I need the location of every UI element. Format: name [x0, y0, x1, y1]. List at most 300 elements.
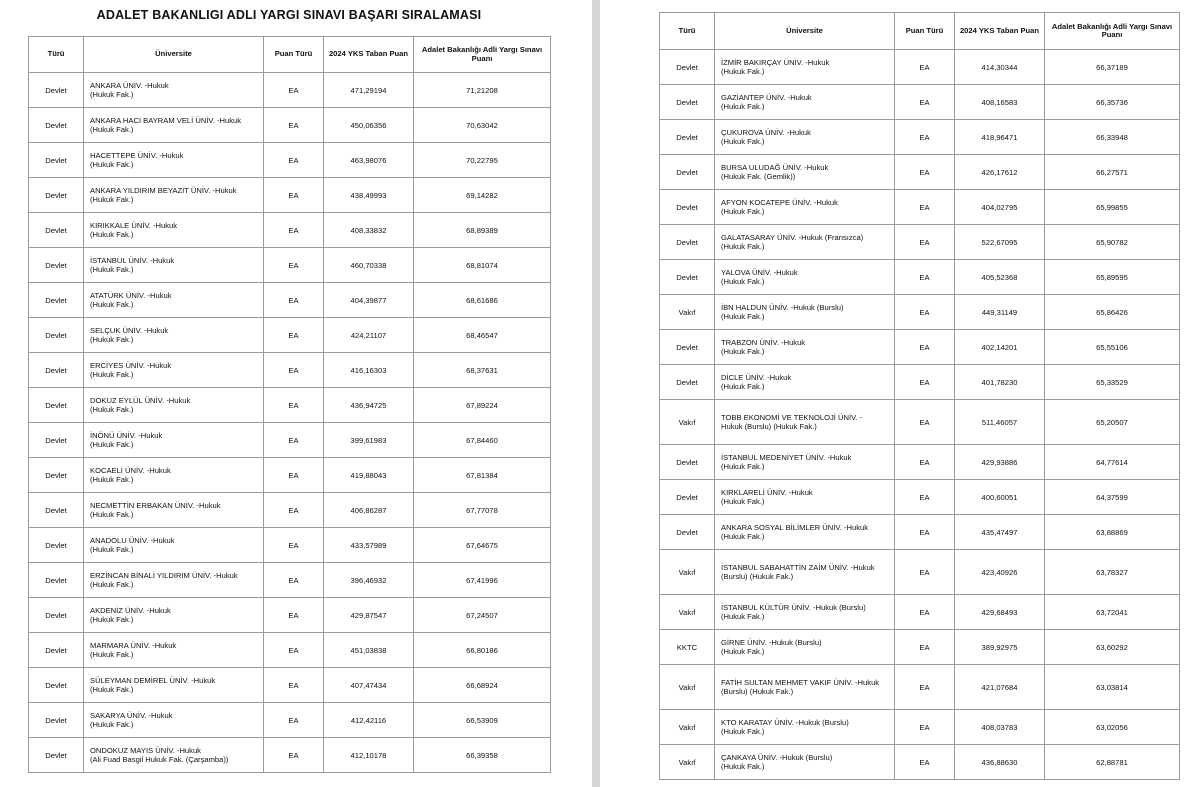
cell-university	[84, 563, 264, 598]
cell-score-type: EA	[895, 295, 955, 330]
cell-score-type: EA	[895, 745, 955, 780]
header-yks-score: 2024 YKS Taban Puan	[324, 37, 414, 73]
cell-university	[84, 213, 264, 248]
cell-university	[715, 260, 895, 295]
cell-score-type: EA	[264, 703, 324, 738]
cell-university	[715, 330, 895, 365]
cell-ays-score: 66,37189	[1045, 50, 1180, 85]
cell-university	[715, 400, 895, 445]
table-row	[29, 73, 551, 108]
faculty-name: (Hukuk Fak.)	[90, 440, 134, 449]
faculty-name: (Hukuk Fak. (Gemlik))	[721, 172, 796, 181]
cell-university	[715, 120, 895, 155]
university-name: İZMİR BAKIRÇAY ÜNİV. -Hukuk	[721, 57, 830, 67]
table-row	[29, 213, 551, 248]
cell-ays-score: 66,39358	[414, 738, 551, 773]
cell-type: Vakıf	[660, 400, 715, 445]
cell-type: Devlet	[660, 515, 715, 550]
faculty-name: (Hukuk Fak.)	[90, 335, 134, 344]
cell-ays-score: 64,77614	[1045, 445, 1180, 480]
faculty-name: (Hukuk Fak.)	[90, 685, 134, 694]
cell-type: Devlet	[29, 108, 84, 143]
table-row	[29, 353, 551, 388]
cell-ays-score: 66,35736	[1045, 85, 1180, 120]
cell-ays-score: 65,55106	[1045, 330, 1180, 365]
table-row	[29, 598, 551, 633]
cell-score-type: EA	[264, 283, 324, 318]
cell-type: Devlet	[660, 365, 715, 400]
cell-type: KKTC	[660, 630, 715, 665]
cell-score-type: EA	[264, 423, 324, 458]
university-name: İSTANBUL ÜNİV. -Hukuk	[90, 255, 175, 265]
table-row	[660, 295, 1180, 330]
university-name: SÜLEYMAN DEMİREL ÜNİV. -Hukuk	[90, 675, 216, 685]
cell-yks-score: 435,47497	[955, 515, 1045, 550]
university-name: ONDOKUZ MAYIS ÜNİV. -Hukuk	[90, 745, 201, 755]
cell-ays-score: 68,89389	[414, 213, 551, 248]
cell-ays-score: 67,41996	[414, 563, 551, 598]
cell-yks-score: 399,61983	[324, 423, 414, 458]
faculty-name: (Hukuk Fak.)	[90, 370, 134, 379]
university-name: ANKARA SOSYAL BİLİMLER ÜNİV. -Hukuk	[721, 522, 869, 532]
cell-university	[715, 295, 895, 330]
table-row	[29, 318, 551, 353]
table-row	[29, 493, 551, 528]
cell-yks-score: 418,96471	[955, 120, 1045, 155]
cell-ays-score: 67,84460	[414, 423, 551, 458]
cell-score-type: EA	[895, 155, 955, 190]
university-name: KTO KARATAY ÜNİV. -Hukuk (Burslu)	[721, 717, 849, 727]
cell-type: Devlet	[29, 178, 84, 213]
cell-score-type: EA	[895, 365, 955, 400]
cell-type: Devlet	[660, 50, 715, 85]
table-row	[29, 143, 551, 178]
table-row	[660, 710, 1180, 745]
document-page-right	[600, 0, 1200, 787]
cell-university	[715, 745, 895, 780]
table-row	[29, 703, 551, 738]
cell-university	[715, 85, 895, 120]
cell-yks-score: 522,67095	[955, 225, 1045, 260]
header-score-type: Puan Türü	[895, 13, 955, 50]
cell-university	[84, 283, 264, 318]
cell-yks-score: 460,70338	[324, 248, 414, 283]
table-row	[660, 330, 1180, 365]
table-body-left	[29, 73, 551, 773]
cell-university	[84, 633, 264, 668]
cell-yks-score: 433,57989	[324, 528, 414, 563]
cell-yks-score: 405,52368	[955, 260, 1045, 295]
table-header-row	[29, 37, 551, 73]
cell-university	[84, 528, 264, 563]
table-row	[660, 445, 1180, 480]
cell-ays-score: 66,68924	[414, 668, 551, 703]
cell-university	[715, 515, 895, 550]
cell-score-type: EA	[264, 458, 324, 493]
cell-type: Vakıf	[660, 595, 715, 630]
cell-ays-score: 63,72041	[1045, 595, 1180, 630]
university-name: KIRKLARELİ ÜNİV. -Hukuk	[721, 487, 813, 497]
cell-score-type: EA	[895, 445, 955, 480]
header-ays-score: Adalet Bakanlığı Adli Yargı Sınavı Puanı	[1045, 13, 1180, 50]
cell-yks-score: 401,78230	[955, 365, 1045, 400]
table-row	[660, 190, 1180, 225]
cell-ays-score: 64,37599	[1045, 480, 1180, 515]
table-header-row	[660, 13, 1180, 50]
cell-university	[84, 248, 264, 283]
cell-yks-score: 419,88043	[324, 458, 414, 493]
table-row	[29, 738, 551, 773]
cell-yks-score: 436,88630	[955, 745, 1045, 780]
cell-university	[84, 423, 264, 458]
cell-score-type: EA	[895, 225, 955, 260]
cell-type: Devlet	[660, 225, 715, 260]
table-row	[29, 248, 551, 283]
table-row	[29, 178, 551, 213]
university-name: ERZİNCAN BİNALİ YILDIRIM ÜNİV. -Hukuk	[90, 570, 238, 580]
table-row	[29, 668, 551, 703]
cell-yks-score: 451,03838	[324, 633, 414, 668]
cell-university	[715, 225, 895, 260]
cell-score-type: EA	[264, 633, 324, 668]
header-university: Üniversite	[84, 37, 264, 73]
document-title: ADALET BAKANLIGI ADLI YARGI SINAVI BAŞARI SIRALAMASI	[96, 8, 482, 22]
university-name: TOBB EKONOMİ VE TEKNOLOJİ ÜNİV. -	[721, 412, 863, 422]
cell-ays-score: 68,46547	[414, 318, 551, 353]
university-name: GALATASARAY ÜNİV. -Hukuk (Fransızca)	[721, 232, 864, 242]
faculty-name: (Hukuk Fak.)	[721, 312, 765, 321]
cell-yks-score: 412,42116	[324, 703, 414, 738]
cell-ays-score: 67,81384	[414, 458, 551, 493]
cell-score-type: EA	[264, 178, 324, 213]
document-page-left	[0, 0, 592, 787]
cell-university	[715, 365, 895, 400]
cell-ays-score: 62,88781	[1045, 745, 1180, 780]
faculty-name: (Hukuk Fak.)	[721, 532, 765, 541]
table-row	[660, 745, 1180, 780]
faculty-name: (Hukuk Fak.)	[721, 67, 765, 76]
table-row	[660, 480, 1180, 515]
table-row	[29, 108, 551, 143]
cell-yks-score: 449,31149	[955, 295, 1045, 330]
cell-yks-score: 414,30344	[955, 50, 1045, 85]
university-name: SAKARYA ÜNİV. -Hukuk	[90, 710, 173, 720]
cell-type: Devlet	[29, 703, 84, 738]
table-body-right	[660, 50, 1180, 780]
ranking-table-right	[659, 12, 1180, 780]
faculty-name: (Hukuk Fak.)	[721, 497, 765, 506]
faculty-name: (Hukuk Fak.)	[90, 650, 134, 659]
faculty-name: (Hukuk Fak.)	[90, 615, 134, 624]
cell-yks-score: 450,06356	[324, 108, 414, 143]
cell-score-type: EA	[264, 388, 324, 423]
cell-ays-score: 67,77078	[414, 493, 551, 528]
cell-score-type: EA	[895, 190, 955, 225]
cell-type: Devlet	[29, 423, 84, 458]
cell-university	[715, 550, 895, 595]
cell-score-type: EA	[895, 630, 955, 665]
cell-ays-score: 67,64675	[414, 528, 551, 563]
cell-score-type: EA	[264, 493, 324, 528]
university-name: MARMARA ÜNİV. -Hukuk	[90, 640, 177, 650]
faculty-name: Hukuk (Burslu) (Hukuk Fak.)	[721, 422, 817, 431]
cell-type: Devlet	[29, 388, 84, 423]
university-name: İSTANBUL MEDENİYET ÜNİV. -Hukuk	[721, 452, 852, 462]
faculty-name: (Hukuk Fak.)	[90, 160, 134, 169]
cell-university	[84, 318, 264, 353]
cell-yks-score: 426,17612	[955, 155, 1045, 190]
cell-ays-score: 66,33948	[1045, 120, 1180, 155]
faculty-name: (Hukuk Fak.)	[721, 102, 765, 111]
university-name: ERCİYES ÜNİV. -Hukuk	[90, 360, 172, 370]
cell-ays-score: 65,99855	[1045, 190, 1180, 225]
university-name: NECMETTİN ERBAKAN ÜNİV. -Hukuk	[90, 500, 221, 510]
university-name: ANADOLU ÜNİV. -Hukuk	[90, 535, 175, 545]
cell-type: Devlet	[29, 633, 84, 668]
faculty-name: (Hukuk Fak.)	[721, 462, 765, 471]
cell-university	[715, 445, 895, 480]
cell-yks-score: 404,02795	[955, 190, 1045, 225]
cell-type: Devlet	[660, 330, 715, 365]
cell-yks-score: 400,60051	[955, 480, 1045, 515]
cell-score-type: EA	[895, 550, 955, 595]
cell-score-type: EA	[895, 260, 955, 295]
cell-ays-score: 65,86426	[1045, 295, 1180, 330]
cell-score-type: EA	[895, 50, 955, 85]
cell-score-type: EA	[264, 213, 324, 248]
cell-yks-score: 463,98076	[324, 143, 414, 178]
cell-score-type: EA	[264, 108, 324, 143]
cell-university	[84, 108, 264, 143]
university-name: ATATÜRK ÜNİV. -Hukuk	[90, 290, 172, 300]
cell-yks-score: 438,49993	[324, 178, 414, 213]
cell-yks-score: 406,86287	[324, 493, 414, 528]
faculty-name: (Hukuk Fak.)	[90, 90, 134, 99]
cell-university	[84, 703, 264, 738]
faculty-name: (Hukuk Fak.)	[90, 230, 134, 239]
cell-score-type: EA	[895, 480, 955, 515]
table-row	[29, 633, 551, 668]
cell-yks-score: 402,14201	[955, 330, 1045, 365]
university-name: ÇUKUROVA ÜNİV. -Hukuk	[721, 127, 811, 137]
faculty-name: (Hukuk Fak.)	[90, 720, 134, 729]
cell-type: Devlet	[660, 190, 715, 225]
faculty-name: (Hukuk Fak.)	[721, 242, 765, 251]
cell-type: Devlet	[660, 155, 715, 190]
cell-score-type: EA	[895, 120, 955, 155]
cell-yks-score: 404,39877	[324, 283, 414, 318]
cell-university	[84, 738, 264, 773]
table-row	[660, 155, 1180, 190]
cell-type: Devlet	[29, 318, 84, 353]
faculty-name: (Hukuk Fak.)	[90, 195, 134, 204]
cell-score-type: EA	[895, 595, 955, 630]
faculty-name: (Hukuk Fak.)	[721, 137, 765, 146]
cell-type: Devlet	[29, 213, 84, 248]
cell-yks-score: 436,94725	[324, 388, 414, 423]
cell-type: Devlet	[660, 85, 715, 120]
cell-ays-score: 66,80186	[414, 633, 551, 668]
cell-yks-score: 408,33832	[324, 213, 414, 248]
table-row	[29, 283, 551, 318]
header-yks-score: 2024 YKS Taban Puan	[955, 13, 1045, 50]
faculty-name: (Hukuk Fak.)	[721, 762, 765, 771]
page-gutter	[592, 0, 600, 787]
cell-type: Devlet	[29, 353, 84, 388]
university-name: FATİH SULTAN MEHMET VAKIF ÜNİV. -Hukuk	[721, 677, 880, 687]
cell-score-type: EA	[895, 710, 955, 745]
table-row	[660, 400, 1180, 445]
cell-type: Devlet	[29, 458, 84, 493]
cell-ays-score: 66,27571	[1045, 155, 1180, 190]
cell-ays-score: 63,78327	[1045, 550, 1180, 595]
cell-ays-score: 71,21208	[414, 73, 551, 108]
cell-yks-score: 429,87547	[324, 598, 414, 633]
cell-ays-score: 67,89224	[414, 388, 551, 423]
cell-type: Devlet	[29, 143, 84, 178]
cell-type: Vakıf	[660, 550, 715, 595]
cell-type: Devlet	[29, 563, 84, 598]
table-row	[660, 365, 1180, 400]
cell-university	[715, 710, 895, 745]
faculty-name: (Hukuk Fak.)	[90, 405, 134, 414]
table-row	[660, 515, 1180, 550]
table-row	[660, 550, 1180, 595]
faculty-name: (Burslu) (Hukuk Fak.)	[721, 687, 794, 696]
cell-score-type: EA	[264, 353, 324, 388]
cell-yks-score: 408,16583	[955, 85, 1045, 120]
university-name: YALOVA ÜNİV. -Hukuk	[721, 267, 798, 277]
cell-yks-score: 396,46932	[324, 563, 414, 598]
cell-ays-score: 63,88869	[1045, 515, 1180, 550]
cell-ays-score: 63,03814	[1045, 665, 1180, 710]
cell-type: Vakıf	[660, 665, 715, 710]
cell-university	[84, 178, 264, 213]
university-name: İBN HALDUN ÜNİV. -Hukuk (Burslu)	[721, 302, 844, 312]
cell-yks-score: 429,93886	[955, 445, 1045, 480]
cell-ays-score: 66,53909	[414, 703, 551, 738]
table-row	[660, 225, 1180, 260]
cell-type: Devlet	[29, 73, 84, 108]
cell-score-type: EA	[264, 248, 324, 283]
header-ays-score: Adalet Bakanlığı Adli Yargı Sınavı Puanı	[414, 37, 551, 73]
cell-score-type: EA	[895, 330, 955, 365]
faculty-name: (Hukuk Fak.)	[90, 125, 134, 134]
table-row	[660, 85, 1180, 120]
faculty-name: (Hukuk Fak.)	[90, 545, 134, 554]
header-university: Üniversite	[715, 13, 895, 50]
university-name: ANKARA ÜNİV. -Hukuk	[90, 80, 169, 90]
cell-ays-score: 63,60292	[1045, 630, 1180, 665]
cell-university	[84, 143, 264, 178]
faculty-name: (Hukuk Fak.)	[721, 207, 765, 216]
faculty-name: (Hukuk Fak.)	[90, 265, 134, 274]
faculty-name: (Hukuk Fak.)	[90, 510, 134, 519]
cell-score-type: EA	[895, 400, 955, 445]
cell-yks-score: 412,10178	[324, 738, 414, 773]
cell-ays-score: 65,90782	[1045, 225, 1180, 260]
cell-ays-score: 63,02056	[1045, 710, 1180, 745]
cell-ays-score: 70,63042	[414, 108, 551, 143]
cell-type: Vakıf	[660, 710, 715, 745]
university-name: AKDENİZ ÜNİV. -Hukuk	[90, 605, 171, 615]
cell-type: Devlet	[29, 668, 84, 703]
cell-score-type: EA	[895, 665, 955, 710]
university-name: ANKARA YILDIRIM BEYAZIT ÜNİV. -Hukuk	[90, 185, 237, 195]
cell-ays-score: 65,89595	[1045, 260, 1180, 295]
cell-university	[84, 493, 264, 528]
cell-type: Vakıf	[660, 295, 715, 330]
university-name: KOCAELİ ÜNİV. -Hukuk	[90, 465, 171, 475]
cell-university	[84, 388, 264, 423]
faculty-name: (Hukuk Fak.)	[721, 277, 765, 286]
faculty-name: (Hukuk Fak.)	[721, 612, 765, 621]
faculty-name: (Hukuk Fak.)	[721, 647, 765, 656]
cell-type: Vakıf	[660, 745, 715, 780]
cell-yks-score: 408,03783	[955, 710, 1045, 745]
cell-score-type: EA	[264, 563, 324, 598]
university-name: GİRNE ÜNİV. -Hukuk (Burslu)	[721, 637, 822, 647]
cell-type: Devlet	[29, 283, 84, 318]
cell-yks-score: 424,21107	[324, 318, 414, 353]
cell-university	[715, 480, 895, 515]
cell-yks-score: 511,46057	[955, 400, 1045, 445]
faculty-name: (Hukuk Fak.)	[90, 475, 134, 484]
table-row	[660, 50, 1180, 85]
university-name: DOKUZ EYLÜL ÜNİV. -Hukuk	[90, 395, 191, 405]
header-type: Türü	[29, 37, 84, 73]
faculty-name: (Ali Fuad Basgil Hukuk Fak. (Çarşamba))	[90, 755, 229, 764]
university-name: DİCLE ÜNİV. -Hukuk	[721, 372, 792, 382]
university-name: ÇANKAYA ÜNİV. -Hukuk (Burslu)	[721, 752, 833, 762]
university-name: ANKARA HACI BAYRAM VELİ ÜNİV. -Hukuk	[90, 115, 242, 125]
cell-university	[84, 73, 264, 108]
cell-ays-score: 70,22795	[414, 143, 551, 178]
university-name: İSTANBUL SABAHATTİN ZAİM ÜNİV. -Hukuk	[721, 562, 875, 572]
university-name: HACETTEPE ÜNİV. -Hukuk	[90, 150, 184, 160]
cell-yks-score: 389,92975	[955, 630, 1045, 665]
table-row	[29, 388, 551, 423]
cell-type: Devlet	[29, 598, 84, 633]
table-row	[29, 458, 551, 493]
university-name: SELÇUK ÜNİV. -Hukuk	[90, 325, 169, 335]
cell-yks-score: 429,68493	[955, 595, 1045, 630]
faculty-name: (Hukuk Fak.)	[721, 727, 765, 736]
cell-score-type: EA	[895, 515, 955, 550]
cell-yks-score: 416,16303	[324, 353, 414, 388]
cell-university	[715, 155, 895, 190]
cell-ays-score: 67,24507	[414, 598, 551, 633]
cell-university	[715, 50, 895, 85]
cell-university	[715, 630, 895, 665]
university-name: GAZİANTEP ÜNİV. -Hukuk	[721, 92, 812, 102]
cell-type: Devlet	[29, 528, 84, 563]
cell-score-type: EA	[264, 528, 324, 563]
cell-score-type: EA	[264, 143, 324, 178]
cell-score-type: EA	[264, 598, 324, 633]
cell-type: Devlet	[660, 480, 715, 515]
cell-yks-score: 471,29194	[324, 73, 414, 108]
cell-type: Devlet	[29, 248, 84, 283]
table-row	[29, 528, 551, 563]
cell-ays-score: 68,61686	[414, 283, 551, 318]
cell-type: Devlet	[660, 120, 715, 155]
cell-university	[84, 598, 264, 633]
cell-ays-score: 69,14282	[414, 178, 551, 213]
cell-ays-score: 65,20507	[1045, 400, 1180, 445]
table-row	[660, 665, 1180, 710]
table-row	[660, 120, 1180, 155]
